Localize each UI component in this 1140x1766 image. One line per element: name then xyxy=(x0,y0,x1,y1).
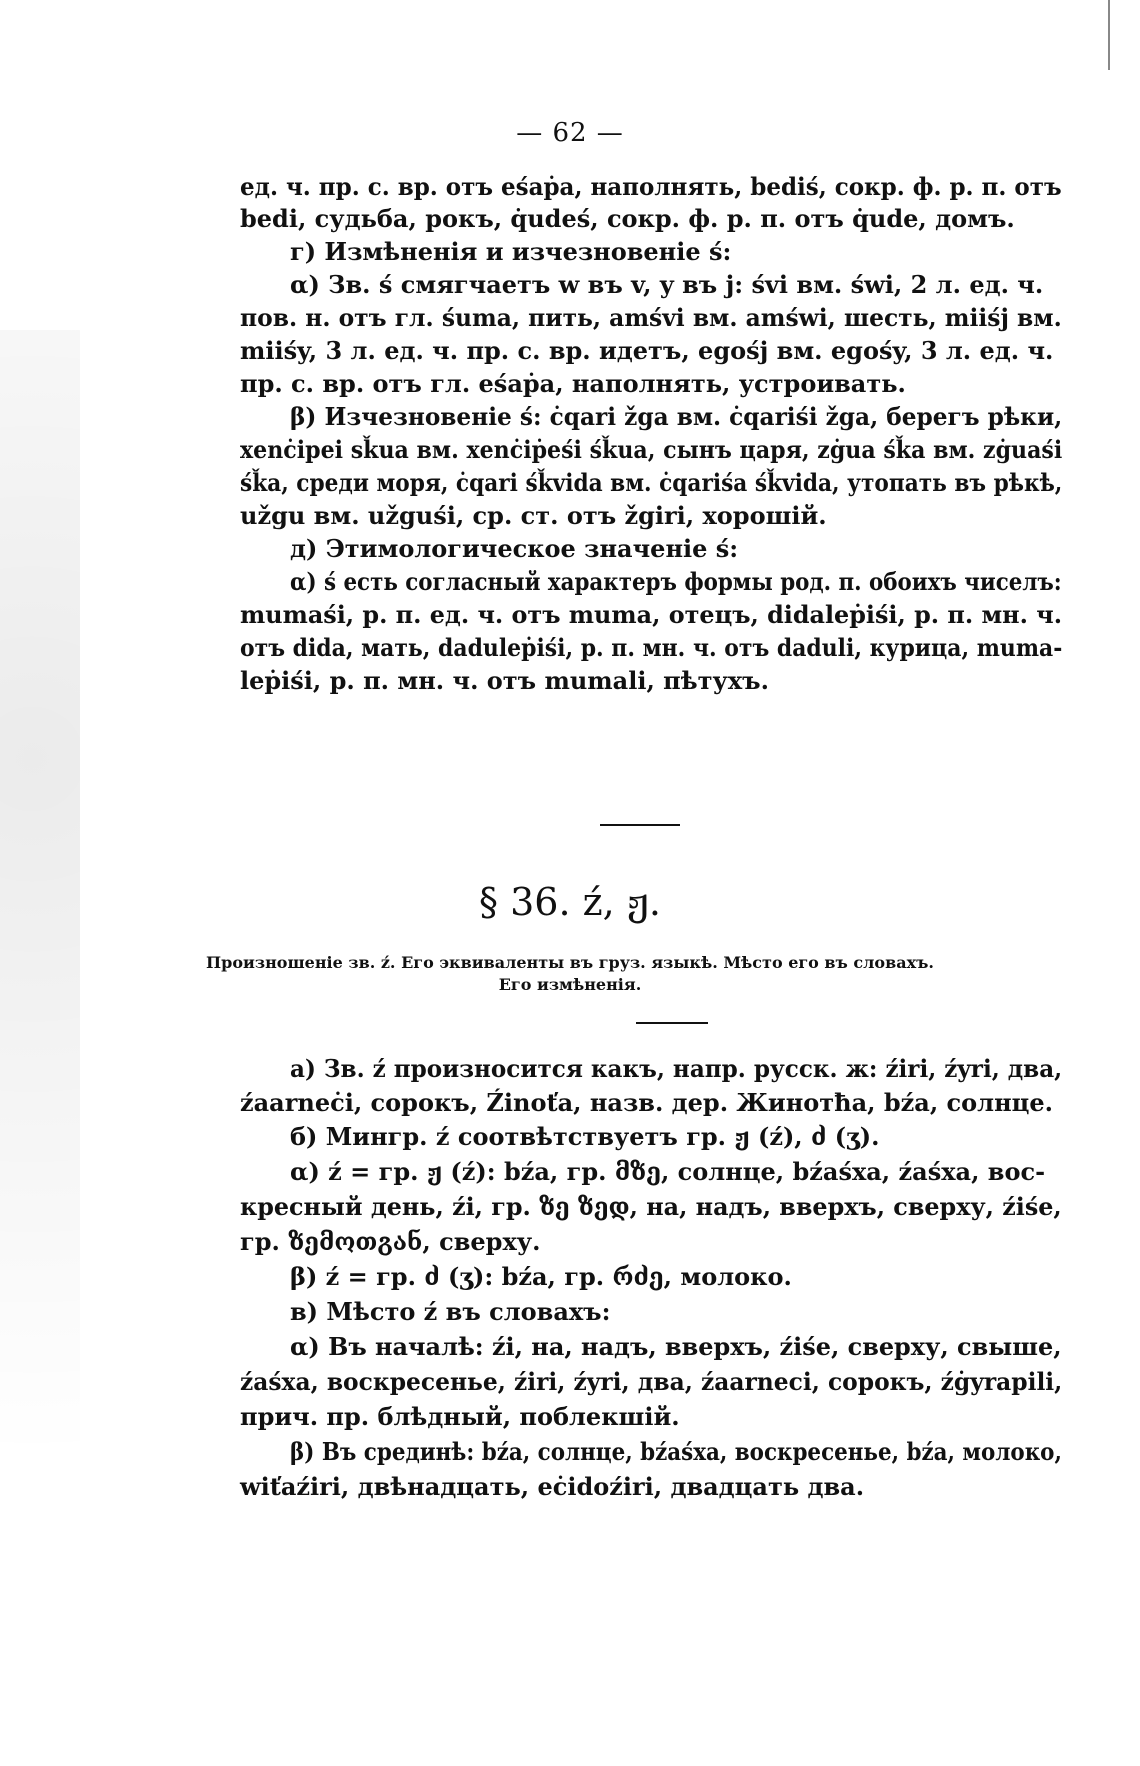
text-line: β) ź = гр. ძ (ʒ): bźa, гр. რძე, молоко. xyxy=(290,1262,792,1291)
text-line: б) Мингр. ź соотвѣтствуетъ гр. ჟ (ź), ძ (ʒ). xyxy=(290,1122,880,1151)
text-line: užgu вм. užguśi, ср. ст. отъ žgiri, хорошій. xyxy=(240,501,827,530)
divider xyxy=(600,824,680,826)
text-line: śǩa, среди моря, ċqari śǩvida вм. ċqariśa śǩvida, утопать въ рѣкѣ, xyxy=(240,468,1063,497)
text-line: β) Изчезновеніе ś: ċqari žga вм. ċqariśi žga, берегъ рѣки, xyxy=(290,402,1063,431)
page-number: — 62 — xyxy=(516,118,624,148)
text-line: кресный день, źi, гр. ზე ზედ, на, надъ, вверхъ, сверху, źiśe, xyxy=(240,1192,1062,1221)
text-line: źaśxa, воскресенье, źiri, źyri, два, źaarneci, сорокъ, źġyrapili, xyxy=(240,1367,1063,1396)
text-line: miiśy, 3 л. ед. ч. пр. с. вр. идетъ, egośj вм. egośy, 3 л. ед. ч. xyxy=(240,336,1054,365)
scan-edge-shadow xyxy=(0,330,80,1760)
text-line: xenċipei sǩua вм. xenċiṗeśi śǩua, сынъ царя, zġua śǩa вм. zġuaśi xyxy=(240,435,1063,464)
text-line: α) Зв. ś смягчаетъ w въ v, y въ j: śvi вм. świ, 2 л. ед. ч. xyxy=(290,270,1044,299)
text-line: α) ś есть согласный характеръ формы род. п. обоихъ чиселъ: xyxy=(290,567,1062,596)
text-line: ед. ч. пр. с. вр. отъ eśaṗa, наполнять, bediś, сокр. ф. р. п. отъ xyxy=(240,172,1062,201)
text-line: г) Измѣненія и изчезновеніе ś: xyxy=(290,237,732,266)
text-line: β) Въ срединѣ: bźa, солнце, bźaśxa, воскресенье, bźa, молоко, xyxy=(290,1437,1062,1466)
text-line: bedi, судьба, рокъ, q̇udeś, сокр. ф. р. п. отъ q̇ude, домъ. xyxy=(240,204,1015,233)
text-line: пов. н. отъ гл. śuma, пить, amśvi вм. amświ, шесть, miiśj вм. xyxy=(240,303,1062,332)
text-line: прич. пр. блѣдный, поблекшій. xyxy=(240,1402,680,1431)
text-line: mumaśi, р. п. ед. ч. отъ muma, отецъ, didaleṗiśi, р. п. мн. ч. xyxy=(240,600,1063,629)
section-caption: Его измѣненія. xyxy=(498,975,642,994)
text-line: leṗiśi, р. п. мн. ч. отъ mumali, пѣтухъ. xyxy=(240,666,769,695)
text-line: źaarneċi, сорокъ, Źinoťa, назв. дер. Жинотħа, bźa, солнце. xyxy=(240,1088,1053,1117)
text-line: α) ź = гр. ჟ (ź): bźa, гр. მზე, солнце, bźaśxa, źaśxa, вос- xyxy=(290,1157,1046,1186)
text-line: д) Этимологическое значеніе ś: xyxy=(290,534,739,563)
text-line: гр. ზემოთგან, сверху. xyxy=(240,1227,541,1256)
text-line: в) Мѣсто ź въ словахъ: xyxy=(290,1297,611,1326)
section-title: § 36. ź, ჟ. xyxy=(479,880,661,924)
text-line: пр. с. вр. отъ гл. eśaṗa, наполнять, устроивать. xyxy=(240,369,906,398)
text-line: α) Въ началѣ: źi, на, надъ, вверхъ, źiśe, сверху, свыше, xyxy=(290,1332,1062,1361)
section-caption: Произношеніе зв. ź. Его эквиваленты въ груз. языкѣ. Мѣсто его въ словахъ. xyxy=(206,953,934,972)
scan-edge-line xyxy=(1108,0,1110,70)
text-line: отъ dida, мать, daduleṗiśi, р. п. мн. ч. отъ daduli, курица, muma- xyxy=(240,633,1063,662)
text-line: а) Зв. ź произносится какъ, напр. русск. ж: źiri, źyri, два, xyxy=(290,1054,1063,1083)
text-line: wiťaźiri, двѣнадцать, eċidoźiri, двадцать два. xyxy=(240,1472,865,1501)
divider xyxy=(636,1022,708,1024)
